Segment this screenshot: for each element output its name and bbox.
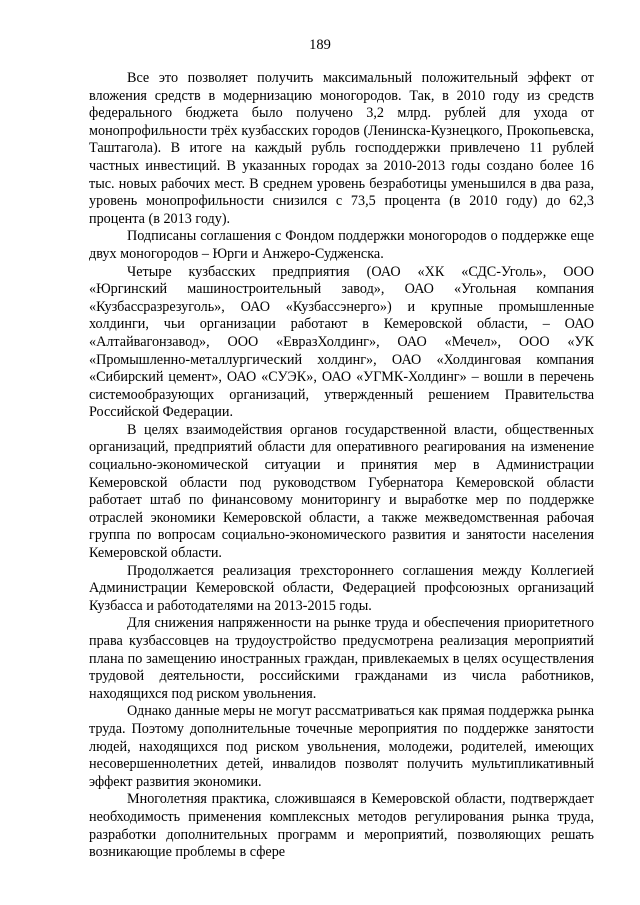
paragraph-3: Четыре кузбасских предприятия (ОАО «ХК «СДС-Уголь», ООО «Юргинский машиностроительный завод», ОАО «Угольная компания «Кузбассразрезуголь», ОАО «Кузбассэнерго») и крупные промышленные холдинги, чьи организации работают в Кемеровской области, – ОАО «Алтайвагонзавод», ООО «ЕвразХолдинг», ОАО «Мечел», ООО «УК «Промышленно-металлургический холдинг», ОАО «Холдинговая компания «Сибирский цемент», ОАО «СУЭК», ОАО «УГМК-Холдинг» – вошли в перечень системообразующих организаций, утвержденный решением Правительства Российской Федерации. <box>89 263 594 421</box>
paragraph-7: Однако данные меры не могут рассматриваться как прямая поддержка рынка труда. Поэтому дополнительные точечные мероприятия по поддержке занятости людей, находящихся под риском увольнения, молодежи, родителей, имеющих несовершеннолетних детей, инвалидов позволят получить мультипликативный эффект развития экономики. <box>89 703 594 790</box>
body-text <box>89 70 594 862</box>
paragraph-1: Все это позволяет получить максимальный положительный эффект от вложения средств в модернизацию моногородов. Так, в 2010 году из средств федерального бюджета было получено 3,2 млрд. рублей для ухода от монопрофильности трёх кузбасских городов (Ленинска-Кузнецкого, Прокопьевска, Таштагола). В итоге на каждый рубль господдержки привлечено 11 рублей частных инвестиций. В указанных городах за 2010-2013 годы создано более 16 тыс. новых рабочих мест. В среднем уровень безработицы уменьшился в два раза, уровень монопрофильности снизился с 73,5 процента (в 2010 году) до 62,3 процента (в 2013 году). <box>89 70 594 227</box>
paragraph-6: Для снижения напряженности на рынке труда и обеспечения приоритетного права кузбассовцев на трудоустройство предусмотрена реализация мероприятий плана по замещению иностранных граждан, привлекаемых в целях осуществления трудовой деятельности, российскими гражданами из числа работников, находящихся под риском увольнения. <box>89 615 594 702</box>
paragraph-4: В целях взаимодействия органов государственной власти, общественных организаций, предприятий области для оперативного реагирования на изменение социально-экономической ситуации и принятия мер в Администрации Кемеровской области под руководством Губернатора Кемеровской области работает штаб по финансовому мониторингу и выработке мер по поддержке отраслей экономики Кемеровской области, а также межведомственная рабочая группа по вопросам социально-экономического развития и занятости населения Кемеровской области. <box>89 421 594 562</box>
paragraph-8: Многолетняя практика, сложившаяся в Кемеровской области, подтверждает необходимость применения комплексных методов регулирования рынка труда, разработки дополнительных программ и мероприятий, позволяющих решать возникающие проблемы в сфере <box>89 791 594 861</box>
paragraph-5: Продолжается реализация трехстороннего соглашения между Коллегией Администрации Кемеровской области, Федерацией профсоюзных организаций Кузбасса и работодателями на 2013-2015 годы. <box>89 562 594 614</box>
paragraph-2: Подписаны соглашения с Фондом поддержки моногородов о поддержке еще двух моногородов – Юрги и Анжеро-Судженска. <box>89 228 594 262</box>
page-number: 189 <box>309 37 331 53</box>
